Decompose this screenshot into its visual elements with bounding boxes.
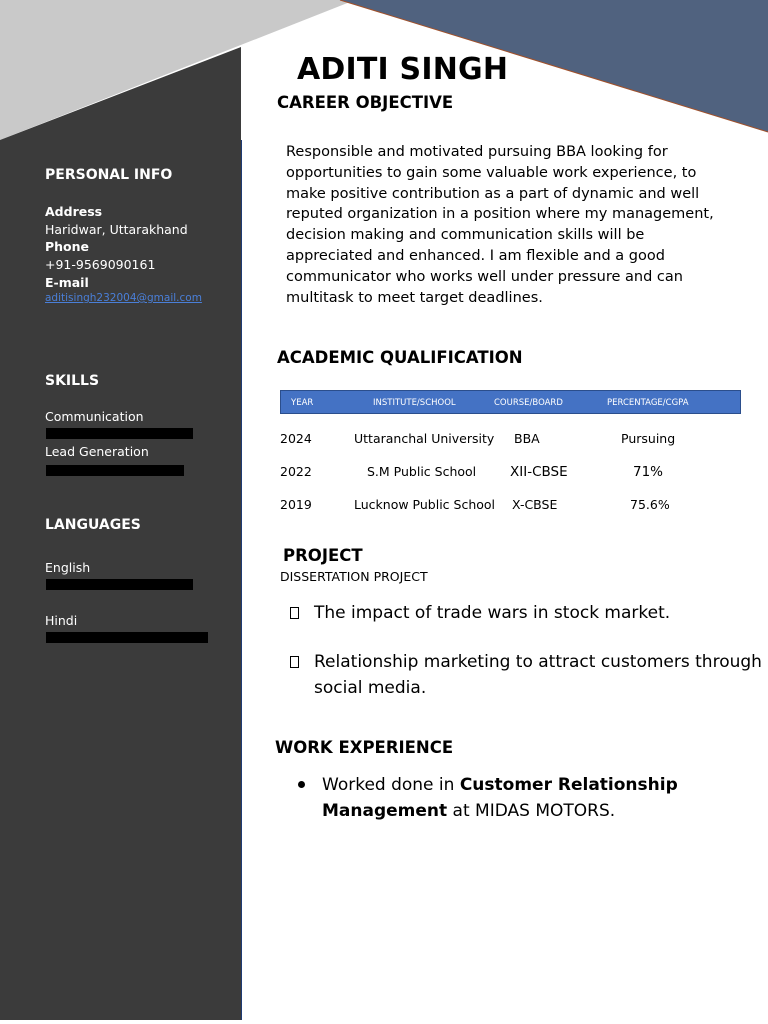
address-label: Address [45, 204, 103, 219]
work-suffix: at MIDAS MOTORS. [447, 801, 616, 821]
table-cell: BBA [514, 431, 540, 446]
project-subtitle: DISSERTATION PROJECT [280, 569, 428, 584]
column-header: COURSE/BOARD [494, 398, 563, 408]
table-cell: 75.6% [630, 497, 670, 512]
project-item-text: The impact of trade wars in stock market. [314, 603, 671, 623]
bullet-icon [298, 781, 305, 788]
language-label: English [45, 560, 91, 575]
table-cell: 2024 [280, 431, 312, 446]
career-objective-title: CAREER OBJECTIVE [277, 93, 454, 112]
skill-level-bar [46, 428, 193, 439]
skills-title: SKILLS [45, 373, 100, 389]
skill-label: Communication [45, 409, 144, 424]
address-value: Haridwar, Uttarakhand [45, 222, 188, 237]
language-level-bar [46, 632, 208, 643]
email-link[interactable]: aditisingh232004@gmail.com [45, 292, 202, 304]
work-experience-title: WORK EXPERIENCE [275, 738, 454, 757]
languages-title: LANGUAGES [45, 517, 141, 533]
table-cell: Pursuing [621, 431, 676, 446]
project-title: PROJECT [283, 546, 363, 565]
work-item-text [322, 772, 742, 824]
email-label: E-mail [45, 275, 89, 290]
table-cell: Lucknow Public School [354, 497, 496, 512]
column-header: PERCENTAGE/CGPA [607, 398, 689, 408]
phone-label: Phone [45, 239, 90, 254]
skill-level-bar [46, 465, 184, 476]
table-cell: 2019 [280, 497, 312, 512]
personal-info-title: PERSONAL INFO [45, 167, 173, 183]
work-prefix: Worked done in [322, 775, 460, 795]
table-cell: 71% [633, 464, 664, 480]
career-objective-text: Responsible and motivated pursuing BBA looking for opportunities to gain some valuable work experience, to make positive contribution as a part of dynamic and well reputed organization in a position where my management, decision making and communication skills will be appreciated and enhanced. I am flexible and a good communicator who works well under pressure and can multitask to meet target deadlines. [286, 144, 714, 306]
table-cell: XII-CBSE [510, 464, 568, 480]
checkbox-icon [290, 607, 299, 619]
candidate-name: ADITI SINGH [297, 52, 509, 87]
academic-title: ACADEMIC QUALIFICATION [277, 348, 523, 367]
skill-label: Lead Generation [45, 444, 149, 459]
sidebar-top [0, 0, 242, 142]
table-cell: X-CBSE [512, 497, 558, 512]
table-cell: S.M Public School [367, 464, 477, 479]
academic-table-header [280, 390, 741, 414]
language-label: Hindi [45, 613, 78, 628]
checkbox-icon [290, 656, 299, 668]
table-cell: 2022 [280, 464, 312, 479]
phone-value: +91-9569090161 [45, 257, 156, 272]
sidebar-top-shape [0, 47, 241, 142]
language-level-bar [46, 579, 193, 590]
column-header: YEAR [291, 398, 314, 408]
project-item-text: Relationship marketing to attract customers through social media. [314, 652, 762, 698]
work-highlight: Customer Relationship Management [322, 775, 678, 821]
table-cell: Uttaranchal University [354, 431, 495, 446]
column-header: INSTITUTE/SCHOOL [373, 398, 456, 408]
